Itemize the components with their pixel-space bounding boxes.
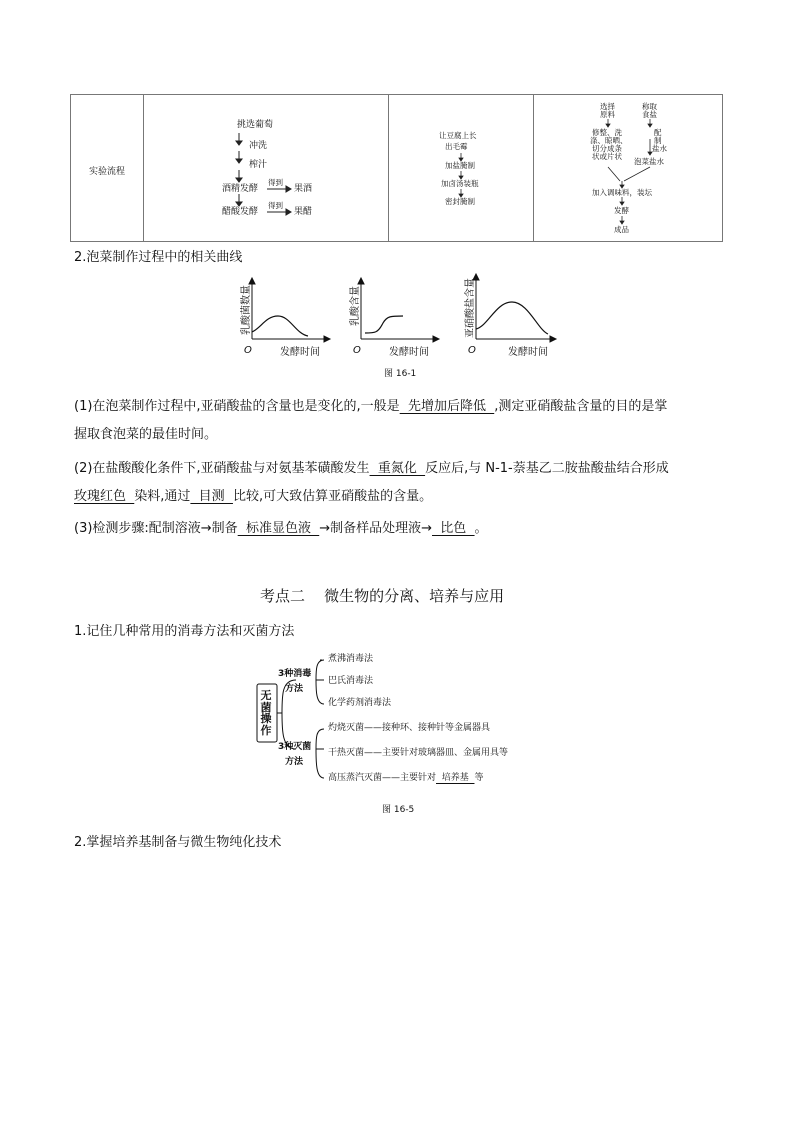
sterilize-label-1: 3种灭菌 [278,742,312,752]
graph-nitrite [456,270,560,360]
pickle-step-2: 发酵 [614,206,629,215]
disinfect-label-1: 3种消毒 [278,669,312,679]
blank-answer-4: 目测 [190,489,233,504]
pickle-right-4: 制 [654,136,662,145]
wine-step-4: 酒精发酵 [222,184,259,194]
pickle-step-3: 成品 [614,225,629,234]
blank-answer-7: 培养基 [436,773,475,783]
graph3-ylabel: 亚硝酸盐含量 [465,278,476,338]
graph1-ylabel: 乳酸菌数量 [241,285,252,335]
wine-product-1: 果酒 [294,184,313,194]
pickle-left-4: 涤、晾晒、 [590,136,628,145]
graph2-xlabel: 发酵时间 [389,347,429,358]
paragraph-3: (3)检测步骤:配制溶液→制备 标准显色液 →制备样品处理液→ 比色 。 [74,521,488,536]
curve-lactic-acid [365,316,403,333]
sterilize-item-1: 灼烧灭菌——接种环、接种针等金属器具 [328,723,491,733]
graph1-origin: O [244,345,252,356]
section2-heading-1: 1.记住几种常用的消毒方法和灭菌方法 [74,624,295,639]
pickle-left-1: 选择 [600,102,615,111]
wine-step-5: 醋酸发酵 [222,207,259,217]
disinfect-label-2: 方法 [285,684,304,694]
disinfect-item-1: 煮沸消毒法 [328,654,374,664]
disinfect-item-3: 化学药剂消毒法 [328,698,392,708]
graph2-origin: O [353,345,361,356]
row-label-cell [71,95,144,242]
pickle-left-3: 修整、洗 [592,128,622,137]
experiment-flow-table [70,94,723,242]
blank-answer-6: 比色 [432,521,475,536]
graph-lactic-acid [345,276,445,360]
figure-caption-16-1: 图 16-1 [384,369,417,379]
tofu-step-4: 加卤汤装瓶 [441,179,479,188]
pickle-right-5: 盐水 [652,144,667,153]
blank-answer-3: 玫瑰红色 [74,489,135,504]
blank-answer-5: 标准显色液 [237,521,320,536]
paragraph-1-line1: (1)在泡菜制作过程中,亚硝酸盐的含量也是变化的,一般是 先增加后降低 ,测定亚硝酸盐含量的目的是掌 [74,399,668,414]
blank-answer-2: 重氮化 [369,461,426,476]
wine-flow-cell [144,95,389,242]
tofu-step-5: 密封腌制 [445,197,475,206]
wine-step-1: 挑选葡萄 [237,120,274,130]
blank-answer-1: 先增加后降低 [399,399,495,414]
paragraph-2-line2: 玫瑰红色 染料,通过 目测 比较,可大致估算亚硝酸盐的含量。 [74,489,433,504]
curve-nitrite [476,302,548,334]
wine-arrow-label-2: 得到 [268,201,283,210]
pickle-right-6: 泡菜盐水 [634,157,664,166]
sterilize-item-3: 高压蒸汽灭菌——主要针对 培养基 等 [328,773,484,783]
tofu-step-2: 出毛霉 [445,142,468,151]
pickle-flow-cell [534,95,723,242]
paragraph-1-line2: 握取食泡菜的最佳时间。 [74,427,218,442]
wine-arrow-label-1: 得到 [268,178,283,187]
pickle-flow-arrows [534,95,724,241]
section-heading-curves: 2.泡菜制作过程中的相关曲线 [74,250,243,265]
row-label: 实验流程 [88,166,125,177]
graph1-xlabel: 发酵时间 [280,347,320,358]
section2-heading-2: 2.掌握培养基制备与微生物纯化技术 [74,835,282,850]
tofu-step-3: 加盐腌制 [445,161,475,170]
graph3-origin: O [468,345,476,356]
curve-lactic-bacteria [252,316,308,336]
tofu-flow-cell [389,95,534,242]
pickle-left-6: 状或片状 [592,152,622,161]
graph-lactic-bacteria [236,276,336,360]
pickle-left-2: 原料 [600,110,615,119]
disinfect-item-2: 巴氏消毒法 [328,676,374,686]
wine-step-2: 冲洗 [249,141,268,151]
pickle-right-1: 称取 [642,102,657,111]
pickle-left-5: 切分成条 [592,144,622,153]
section-title-2: 考点二 微生物的分离、培养与应用 [260,587,505,605]
root-label: 无菌操作 [260,689,272,737]
graph2-ylabel: 乳酸含量 [350,286,361,326]
sterilize-label-2: 方法 [285,757,304,767]
pickle-step-1: 加入调味料，装坛 [592,188,652,197]
wine-product-2: 果醋 [294,207,313,217]
tofu-step-1: 让豆腐上长 [439,131,477,140]
pickle-right-3: 配 [654,128,662,137]
wine-step-3: 榨汁 [249,160,268,170]
graph3-xlabel: 发酵时间 [508,347,548,358]
paragraph-2-line1: (2)在盐酸酸化条件下,亚硝酸盐与对氨基苯磺酸发生 重氮化 反应后,与 N-1-萘基乙二胺盐酸盐结合形成 [74,461,669,476]
pickle-right-2: 食盐 [642,110,657,119]
sterilize-item-2: 干热灭菌——主要针对玻璃器皿、金属用具等 [328,748,509,758]
figure-caption-16-5: 图 16-5 [382,805,415,815]
